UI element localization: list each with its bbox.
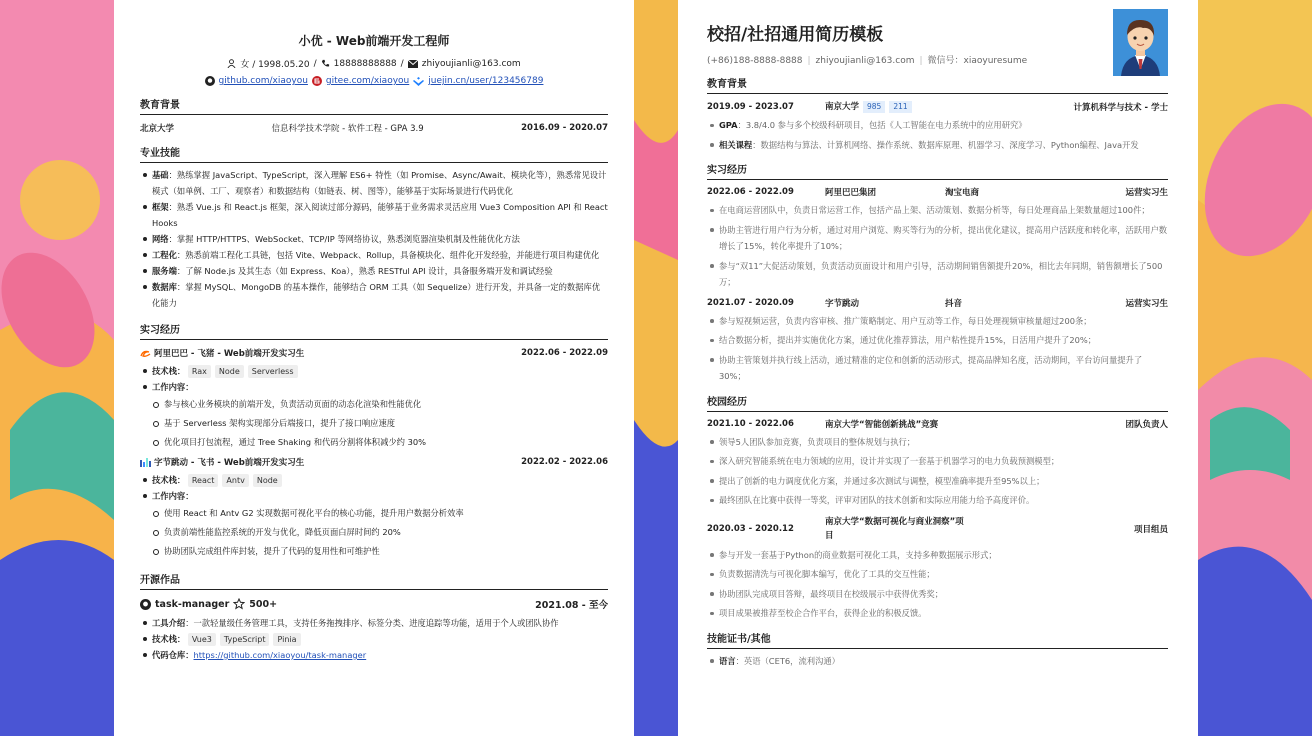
skills-list [140,167,608,311]
school-badge: 211 [889,101,911,113]
github-link[interactable]: github.com/xiaoyou [218,76,308,86]
section-heading-work: 实习经历 [707,161,1168,180]
other-details [707,653,1168,670]
bytedance-logo-icon [140,458,151,468]
section-heading-skills: 专业技能 [140,144,608,163]
campus-period: 2021.10 - 2022.06 [707,418,794,429]
separator: / [313,58,317,69]
section-heading-other: 技能证书/其他 [707,630,1168,649]
juejin-link[interactable]: juejin.cn/user/123456789 [428,76,544,86]
list-item: 优化项目打包流程，通过 Tree Shaking 和代码分割将体积减少约 30% [140,433,608,452]
campus-role: 团队负责人 [1125,419,1168,430]
list-item: 负责数据清洗与可视化脚本编写，优化了工具的交互性能； [707,566,1168,583]
list-item: 提出了创新的电力调度优化方案，并通过多次测试与调整，模型准确率提升至95%以上； [707,473,1168,490]
major: 计算机科学与技术 - 学士 [1073,102,1168,113]
project-header [140,597,608,611]
list-item: 项目成果被推荐至校企合作平台，获得企业的积极反馈。 [707,605,1168,622]
tech-tag: TypeScript [220,633,270,646]
job-details [140,472,608,504]
education-row [707,100,1168,113]
section-heading-education: 教育背景 [707,75,1168,94]
repo-link[interactable]: https://github.com/xiaoyou/task-manager [193,650,367,660]
juejin-icon [413,77,424,86]
education-period: 2016.09 - 2020.07 [521,123,608,133]
list-item: 工程化：熟悉前端工程化工具链，包括 Vite、Webpack、Rollup，具备模块化、组件化开发经验，并能进行项目构建优化 [140,247,608,263]
list-item: 网络：掌握 HTTP/HTTPS、WebSocket、TCP/IP 等网络协议，熟悉浏览器渲染机制及性能优化方法 [140,231,608,247]
list-item: 工作内容： [140,379,608,395]
list-item: 使用 React 和 Antv G2 实现数据可视化平台的核心功能，提升用户数据分析效率 [140,504,608,523]
job-tasks [707,313,1168,385]
list-item: 技术栈： Rax Node Serverless [140,363,608,379]
tech-tag: Pinia [273,633,300,646]
campus-header [707,515,1168,543]
tech-tag: Rax [188,365,211,378]
tech-tag: React [188,474,219,487]
resume-page-right [678,0,1198,736]
department: 淘宝电商 [945,188,980,198]
job-period: 2022.02 - 2022.06 [521,457,608,467]
phone-number: (+86)188-8888-8888 [707,56,803,66]
tech-tag: Node [215,365,244,378]
list-item: 数据库：掌握 MySQL、MongoDB 的基本操作，能够结合 ORM 工具（如 Sequelize）进行开发，并具备一定的数据库优化能力 [140,279,608,311]
job-tasks [140,504,608,561]
resume-page-left [114,0,634,736]
list-item: 服务端：了解 Node.js 及其生态（如 Express、Koa），熟悉 RESTful API 设计，具备服务端开发和调试经验 [140,263,608,279]
school-name: 北京大学 [140,124,175,134]
job-header [707,186,1168,198]
list-item: 负责前端性能监控系统的开发与优化，降低页面白屏时间约 20% [140,523,608,542]
job-period: 2022.06 - 2022.09 [521,348,608,358]
campus-name: 南京大学“智能创新挑战”竞赛 [825,419,939,430]
phone-number: 18888888888 [333,58,397,69]
list-item: 代码仓库：https://github.com/xiaoyou/task-manager [140,647,608,663]
list-item: 参与“双11”大促活动策划，负责活动页面设计和用户引导，活动期间销售额提升20%，相比去年同期，销售额增长了500万； [707,258,1168,291]
email-address: zhiyoujianli@163.com [421,58,521,69]
list-item: 参与短视频运营，负责内容审核、推广策略制定、用户互动等工作，每日处理视频审核量超过200条； [707,313,1168,330]
list-item: 基础：熟练掌握 JavaScript、TypeScript，深入理解 ES6+ 特性（如 Promise、Async/Await、模块化等），熟悉常见设计模式（如单例、工厂、观察者）和数据结构（如链表、树、图等），能够基于实际场景进行代码优化 [140,167,608,199]
profile-links [140,76,608,86]
user-icon [227,59,236,68]
separator: / [400,58,404,69]
project-name: task-manager [155,598,230,610]
wechat-id: 微信号：xiaoyuresume [927,56,1028,66]
gitee-link[interactable]: gitee.com/xiaoyou [325,76,410,86]
tech-tag: Antv [222,474,248,487]
campus-period: 2020.03 - 2020.12 [707,523,794,534]
list-item: 技术栈： React Antv Node [140,472,608,488]
list-item: 工作内容： [140,488,608,504]
school-badge: 985 [863,101,885,113]
education-details [707,117,1168,153]
github-icon [205,76,215,86]
tech-tag: Node [253,474,282,487]
campus-name: 南京大学“数据可视化与商业洞察”项目 [825,516,964,541]
list-item: 在电商运营团队中，负责日常运营工作，包括产品上架、活动策划、数据分析等，每日处理商品上架数量超过100件； [707,202,1168,219]
phone-icon [321,59,330,68]
section-heading-open-source: 开源作品 [140,571,608,590]
major: 信息科学技术学院 - 软件工程 - GPA 3.9 [271,124,424,134]
list-item: 基于 Serverless 架构实现部分后端接口，提升了接口响应速度 [140,414,608,433]
job-details [140,363,608,395]
list-item: 协助团队完成项目答辩，最终项目在校级展示中获得优秀奖； [707,586,1168,603]
campus-tasks [707,547,1168,622]
contact-line [140,57,608,70]
job-period: 2022.06 - 2022.09 [707,187,794,197]
list-item: 参与核心业务模块的前端开发，负责活动页面的动态化渲染和性能优化 [140,395,608,414]
education-row [140,122,608,134]
list-item: 领导5人团队参加竞赛，负责项目的整体规划与执行； [707,434,1168,451]
list-item: 参与开发一套基于Python的商业数据可视化工具，支持多种数据展示形式； [707,547,1168,564]
email-icon [408,60,418,68]
campus-header [707,418,1168,430]
campus-tasks [707,434,1168,509]
job-tasks [140,395,608,452]
list-item: 相关课程：数据结构与算法、计算机网络、操作系统、数据库原理、机器学习、深度学习、Python编程、Java开发 [707,137,1168,154]
list-item: 协助主管策划并执行线上活动，通过精准的定位和创新的活动形式，提高品牌知名度，活动期间，平台访问量提升了30%； [707,352,1168,385]
section-heading-education: 教育背景 [140,96,608,115]
list-item: GPA：3.8/4.0 参与多个校级科研项目，包括《人工智能在电力系统中的应用研究》 [707,117,1168,134]
project-details [140,615,608,663]
star-count: 500+ [249,598,278,610]
tech-tag: Vue3 [188,633,216,646]
job-role: 运营实习生 [1125,298,1168,309]
section-heading-internship: 实习经历 [140,321,608,340]
school-name: 南京大学 [825,102,860,112]
list-item: 结合数据分析，提出并实施优化方案，通过优化推荐算法，用户粘性提升15%，日活用户提升了20%； [707,332,1168,349]
job-header [140,347,608,359]
list-item: 协助团队完成组件库封装，提升了代码的复用性和可维护性 [140,542,608,561]
tech-tag: Serverless [248,365,298,378]
job-tasks [707,202,1168,291]
star-icon [233,598,245,610]
job-header [140,456,608,468]
department: 抖音 [945,298,963,309]
list-item: 语言：英语（CET6，流利沟通） [707,653,1168,670]
project-period: 2021.08 - 至今 [535,600,608,611]
gitee-icon [312,76,322,86]
alibaba-logo-icon [140,350,151,358]
list-item: 协助主管进行用户行为分析，通过对用户浏览、购买等行为的分析，提出优化建议，提高用户活跃度和转化率，活跃用户数增长了15%，转化率提升了10%； [707,222,1168,255]
section-heading-campus: 校园经历 [707,393,1168,412]
gender-birth: 女 / 1998.05.20 [240,60,310,70]
avatar [1113,9,1168,76]
job-header [707,297,1168,309]
list-item: 最终团队在比赛中获得一等奖，评审对团队的技术创新和实际应用能力给予高度评价。 [707,492,1168,509]
resume-name-title: 小优 - Web前端开发工程师 [298,34,450,48]
contact-line: (+86)188-8888-8888 | zhiyoujianli@163.com | 微信号：xiaoyuresume [707,56,1028,66]
company-name: 字节跳动 [825,298,860,309]
email-address: zhiyoujianli@163.com [815,56,915,66]
job-title: 字节跳动 - 飞书 - Web前端开发实习生 [153,458,305,468]
list-item: 深入研究智能系统在电力领域的应用，设计并实现了一套基于机器学习的电力负载预测模型； [707,453,1168,470]
resume-title: 校招/社招通用简历模板 [707,25,884,45]
campus-role: 项目组员 [1133,524,1168,535]
list-item: 工具介绍：一款轻量级任务管理工具，支持任务拖拽排序、标签分类、进度追踪等功能，适用于个人或团队协作 [140,615,608,631]
list-item: 技术栈： Vue3 TypeScript Pinia [140,631,608,647]
github-icon [140,599,151,610]
company-name: 阿里巴巴集团 [825,188,877,198]
job-title: 阿里巴巴 - 飞猪 - Web前端开发实习生 [153,349,305,359]
job-role: 运营实习生 [1125,188,1168,198]
education-period: 2019.09 - 2023.07 [707,101,794,112]
list-item: 框架：熟悉 Vue.js 和 React.js 框架，深入阅读过部分源码，能够基于业务需求灵活应用 Vue3 Composition API 和 React Hooks [140,199,608,231]
job-period: 2021.07 - 2020.09 [707,297,794,308]
